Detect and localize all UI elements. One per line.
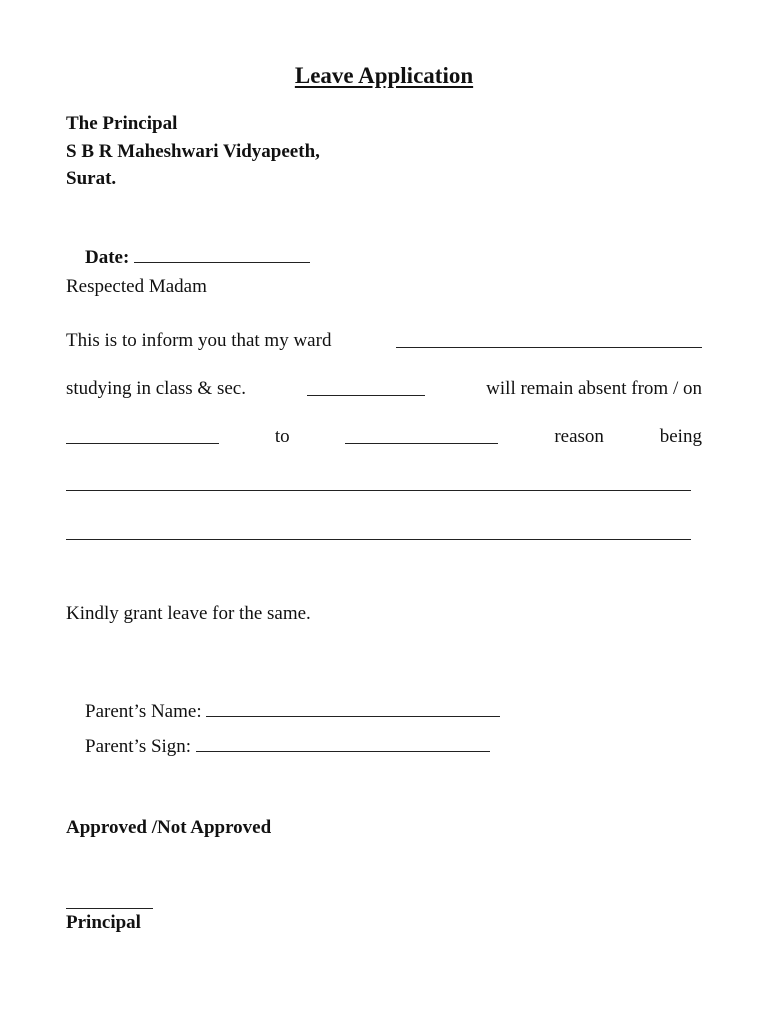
reason-line-2[interactable]	[66, 539, 691, 540]
from-date-field[interactable]	[66, 425, 219, 444]
approval-status: Approved /Not Approved	[66, 817, 272, 838]
principal-signature-field[interactable]	[66, 890, 153, 909]
reason-label: reason	[554, 426, 604, 447]
body-line-2-text: studying in class & sec.	[66, 378, 246, 399]
principal-label: Principal	[66, 912, 141, 933]
class-section-field[interactable]	[307, 377, 425, 396]
parent-sign-row	[66, 709, 490, 783]
to-date-field[interactable]	[345, 425, 498, 444]
reason-line-1[interactable]	[66, 490, 691, 491]
body-line-3	[66, 425, 702, 449]
salutation: Respected Madam	[66, 276, 207, 297]
parent-sign-field[interactable]	[196, 733, 490, 752]
body-line-1-text: This is to inform you that my ward	[66, 330, 332, 351]
to-label: to	[274, 426, 290, 447]
ward-name-field[interactable]	[396, 329, 702, 348]
recipient-line-1: The Principal	[66, 113, 178, 134]
date-field[interactable]	[134, 244, 310, 263]
being-label: being	[659, 426, 702, 447]
recipient-line-2: S B R Maheshwari Vidyapeeth,	[66, 141, 320, 162]
body-line-1	[66, 329, 702, 353]
body-line-2-mid: will remain absent from / on	[486, 378, 702, 399]
recipient-line-3: Surat.	[66, 168, 117, 189]
parent-name-label: Parent’s Name:	[85, 701, 202, 722]
closing-line: Kindly grant leave for the same.	[66, 603, 311, 624]
parent-sign-label: Parent’s Sign:	[85, 736, 192, 757]
body-line-2	[66, 377, 702, 401]
document-title: Leave Application	[294, 63, 474, 88]
date-label: Date:	[85, 247, 130, 268]
